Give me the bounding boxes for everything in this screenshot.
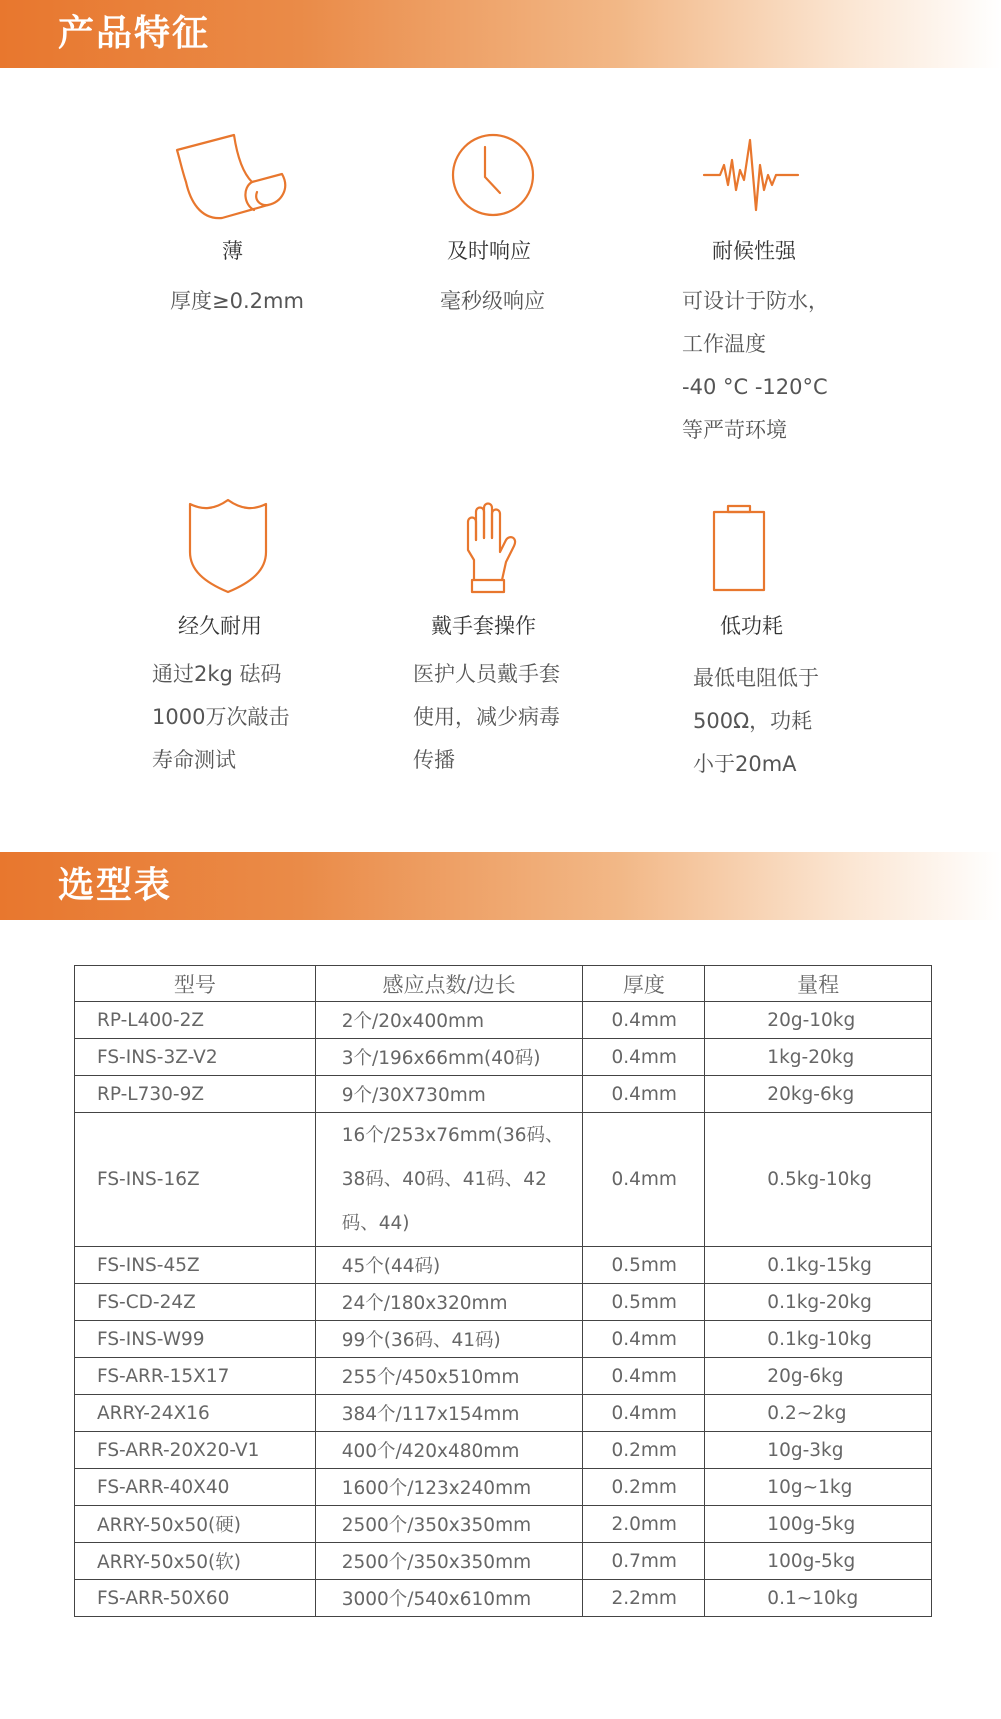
selection-title: 选型表 (58, 865, 173, 906)
table-row (75, 1580, 932, 1617)
header-thickness: 厚度 (583, 966, 705, 1002)
feature-name: 及时响应 (447, 239, 531, 263)
cell-points: 9个/30X730mm (315, 1076, 583, 1113)
table-row (75, 1395, 932, 1432)
clock-icon (438, 130, 548, 230)
cell-thickness: 0.2mm (583, 1432, 705, 1469)
cell-range: 0.5kg-10kg (705, 1113, 932, 1247)
table-header-row (75, 966, 932, 1002)
table-row (75, 1113, 932, 1247)
cell-model: ARRY-24X16 (75, 1395, 316, 1432)
cell-points: 1600个/123x240mm (315, 1469, 583, 1506)
cell-range: 10g~1kg (705, 1469, 932, 1506)
cell-points: 99个(36码、41码) (315, 1321, 583, 1358)
cell-thickness: 0.4mm (583, 1395, 705, 1432)
cell-model: RP-L730-9Z (75, 1076, 316, 1113)
feature-desc: 厚度≥0.2mm (170, 289, 304, 313)
table-row (75, 1247, 932, 1284)
cell-thickness: 0.4mm (583, 1321, 705, 1358)
cell-thickness: 0.5mm (583, 1247, 705, 1284)
feature-desc: 最低电阻低于 500Ω，功耗 小于20mA (693, 666, 819, 776)
cell-thickness: 0.7mm (583, 1543, 705, 1580)
selection-banner (0, 852, 1001, 920)
paper-roll-icon (172, 130, 282, 230)
cell-range: 100g-5kg (705, 1506, 932, 1543)
table-row (75, 1284, 932, 1321)
header-model: 型号 (75, 966, 316, 1002)
cell-model: RP-L400-2Z (75, 1002, 316, 1039)
table-row (75, 1321, 932, 1358)
feature-desc: 毫秒级响应 (440, 289, 545, 313)
cell-points: 16个/253x76mm(36码、38码、40码、41码、42码、44) (315, 1113, 583, 1247)
selection-table (74, 965, 932, 1617)
cell-model: FS-ARR-20X20-V1 (75, 1432, 316, 1469)
glove-icon (432, 500, 542, 600)
features-banner (0, 0, 1001, 68)
cell-range: 0.1kg-20kg (705, 1284, 932, 1321)
table-row (75, 1002, 932, 1039)
cell-range: 20g-10kg (705, 1002, 932, 1039)
header-points: 感应点数/边长 (315, 966, 583, 1002)
cell-points: 2个/20x400mm (315, 1002, 583, 1039)
cell-thickness: 0.4mm (583, 1039, 705, 1076)
cell-range: 0.2~2kg (705, 1395, 932, 1432)
table-row (75, 1506, 932, 1543)
feature-name: 耐候性强 (712, 239, 796, 263)
cell-model: FS-INS-W99 (75, 1321, 316, 1358)
cell-range: 10g-3kg (705, 1432, 932, 1469)
cell-thickness: 0.4mm (583, 1002, 705, 1039)
feature-desc: 可设计于防水， 工作温度 -40 °C -120°C 等严苛环境 (682, 289, 829, 442)
cell-range: 20g-6kg (705, 1358, 932, 1395)
table-row (75, 1039, 932, 1076)
cell-points: 2500个/350x350mm (315, 1543, 583, 1580)
cell-points: 3000个/540x610mm (315, 1580, 583, 1617)
cell-points: 255个/450x510mm (315, 1358, 583, 1395)
cell-thickness: 0.4mm (583, 1358, 705, 1395)
feature-desc: 医护人员戴手套 使用，减少病毒 传播 (413, 662, 560, 772)
feature-name: 低功耗 (720, 614, 783, 638)
battery-icon (692, 500, 802, 600)
feature-name: 经久耐用 (178, 614, 262, 638)
cell-points: 400个/420x480mm (315, 1432, 583, 1469)
cell-points: 24个/180x320mm (315, 1284, 583, 1321)
cell-thickness: 2.2mm (583, 1580, 705, 1617)
cell-range: 20kg-6kg (705, 1076, 932, 1113)
cell-thickness: 2.0mm (583, 1506, 705, 1543)
table-body (75, 1002, 932, 1617)
cell-range: 100g-5kg (705, 1543, 932, 1580)
cell-range: 0.1kg-10kg (705, 1321, 932, 1358)
feature-desc: 通过2kg 砝码 1000万次敲击 寿命测试 (152, 662, 290, 772)
cell-model: FS-INS-16Z (75, 1113, 316, 1247)
table-row (75, 1076, 932, 1113)
table-row (75, 1432, 932, 1469)
cell-points: 384个/117x154mm (315, 1395, 583, 1432)
feature-name: 薄 (222, 239, 243, 263)
cell-points: 2500个/350x350mm (315, 1506, 583, 1543)
table-row (75, 1358, 932, 1395)
cell-points: 45个(44码) (315, 1247, 583, 1284)
cell-model: FS-CD-24Z (75, 1284, 316, 1321)
cell-range: 0.1kg-15kg (705, 1247, 932, 1284)
cell-thickness: 0.4mm (583, 1113, 705, 1247)
cell-model: FS-INS-3Z-V2 (75, 1039, 316, 1076)
header-range: 量程 (705, 966, 932, 1002)
table-row (75, 1469, 932, 1506)
cell-model: FS-ARR-15X17 (75, 1358, 316, 1395)
cell-thickness: 0.2mm (583, 1469, 705, 1506)
cell-thickness: 0.5mm (583, 1284, 705, 1321)
cell-model: FS-INS-45Z (75, 1247, 316, 1284)
waveform-icon (698, 130, 808, 230)
feature-name: 戴手套操作 (431, 614, 536, 638)
cell-model: ARRY-50x50(硬) (75, 1506, 316, 1543)
cell-model: FS-ARR-40X40 (75, 1469, 316, 1506)
features-title: 产品特征 (58, 13, 211, 54)
table-row (75, 1543, 932, 1580)
cell-thickness: 0.4mm (583, 1076, 705, 1113)
cell-model: ARRY-50x50(软) (75, 1543, 316, 1580)
cell-model: FS-ARR-50X60 (75, 1580, 316, 1617)
shield-icon (172, 500, 282, 600)
cell-range: 1kg-20kg (705, 1039, 932, 1076)
cell-points: 3个/196x66mm(40码) (315, 1039, 583, 1076)
cell-range: 0.1~10kg (705, 1580, 932, 1617)
